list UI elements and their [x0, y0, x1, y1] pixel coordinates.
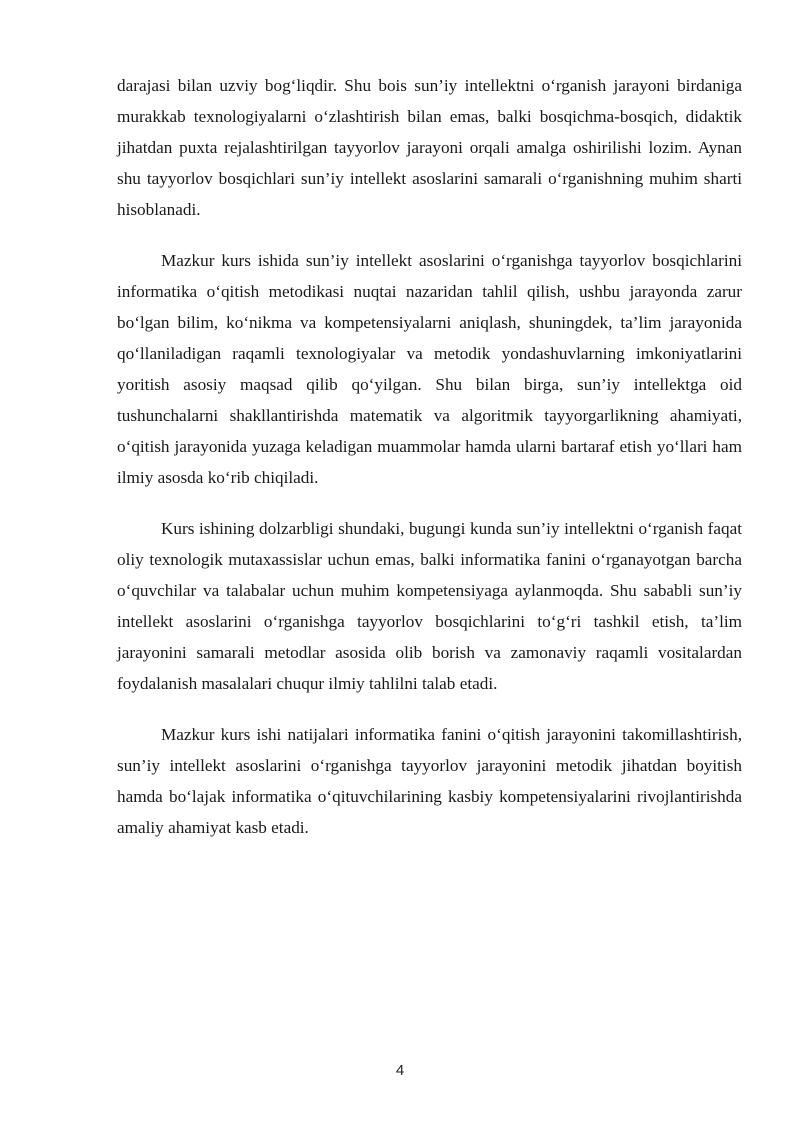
- paragraph-aim: Mazkur kurs ishida sun’iy intellekt asoslarini o‘rganishga tayyorlov bosqichlarini informatika o‘qitish metodikasi nuqtai nazaridan tahlil qilish, ushbu jarayonda zarur bo‘lgan bilim, ko‘nikma va kompetensiyalarni aniqlash, shuningdek, ta’lim jarayonida qo‘llaniladigan raqamli texnologiyalar va metodik yondashuvlarning imkoniyatlarini yoritish asosiy maqsad qilib qo‘yilgan. Shu bilan birga, sun’iy intellektga oid tushunchalarni shakllantirishda matematik va algoritmik tayyorgarlikning ahamiyati, o‘qitish jarayonida yuzaga keladigan muammolar hamda ularni bartaraf etish yo‘llari ham ilmiy asosda ko‘rib chiqiladi.: [117, 251, 742, 487]
- paragraph-relevance: Kurs ishining dolzarbligi shundaki, bugungi kunda sun’iy intellektni o‘rganish faqat oliy texnologik mutaxassislar uchun emas, balki informatika fanini o‘rganayotgan barcha o‘quvchilar va talabalar uchun muhim kompetensiyaga aylanmoqda. Shu sababli sun’iy intellekt asoslarini o‘rganishga tayyorlov bosqichlarini to‘g‘ri tashkil etish, ta’lim jarayonini samarali metodlar asosida olib borish va zamonaviy raqamli vositalardan foydalanish masalalari chuqur ilmiy tahlilni talab etadi.: [117, 519, 742, 693]
- body-text: [117, 70, 742, 863]
- page-number: 4: [395, 1062, 405, 1079]
- paragraph-continued: darajasi bilan uzviy bog‘liqdir. Shu bois sun’iy intellektni o‘rganish jarayoni birdaniga murakkab texnologiyalarni o‘zlashtirish bilan emas, balki bosqichma-bosqich, didaktik jihatdan puxta rejalashtirilgan tayyorlov jarayoni orqali amalga oshirilishi lozim. Aynan shu tayyorlov bosqichlari sun’iy intellekt asoslarini samarali o‘rganishning muhim sharti hisoblanadi.: [117, 76, 742, 219]
- paragraph-significance: Mazkur kurs ishi natijalari informatika fanini o‘qitish jarayonini takomillashtirish, sun’iy intellekt asoslarini o‘rganishga tayyorlov jarayonini metodik jihatdan boyitish hamda bo‘lajak informatika o‘qituvchilarining kasbiy kompetensiyalarini rivojlantirishda amaliy ahamiyat kasb etadi.: [117, 725, 742, 837]
